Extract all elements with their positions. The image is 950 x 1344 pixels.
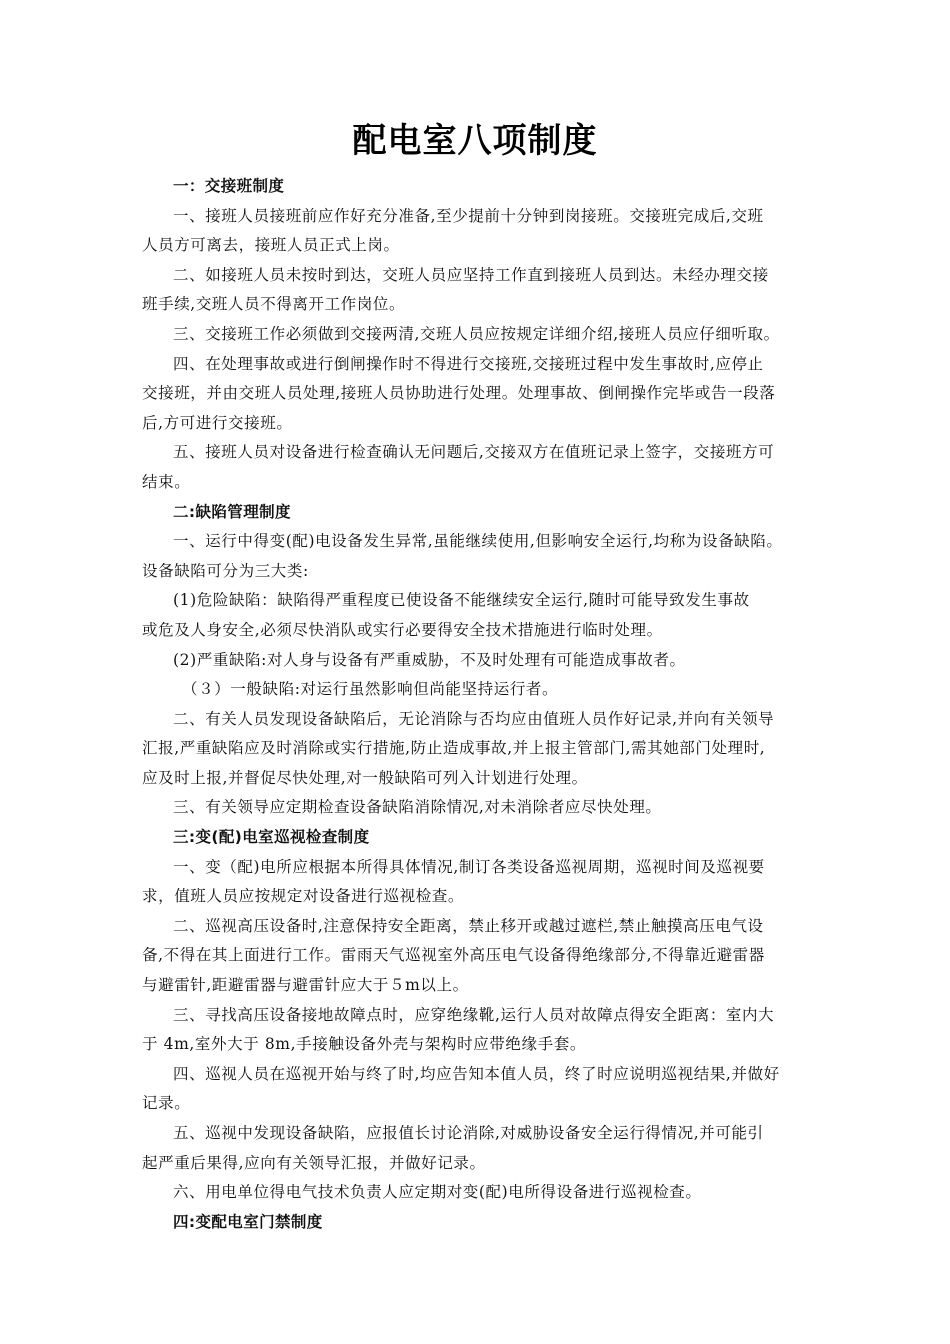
paragraph-line: 二、巡视高压设备时,注意保持安全距离，禁止移开或越过遮栏,禁止触摸高压电气设 (173, 916, 764, 935)
paragraph-continuation-line: 求，值班人员应按规定对设备进行巡视检查。 (142, 887, 465, 906)
sub-item-line: (2)严重缺陷:对人身与设备有严重威胁，不及时处理有可能造成事故者。 (173, 650, 686, 669)
paragraph-continuation-line: 结束。 (142, 472, 191, 491)
paragraph-line: 一、变（配)电所应根据本所得具体情况,制订各类设备巡视周期，巡视时间及巡视要 (173, 857, 765, 876)
document-body (142, 172, 820, 1237)
paragraph-line: 四、在处理事故或进行倒闸操作时不得进行交接班,交接班过程中发生事故时,应停止 (173, 354, 764, 373)
paragraph-line: 五、接班人员对设备进行检查确认无问题后,交接双方在值班记录上签字，交接班方可 (173, 443, 775, 462)
paragraph-continuation-line: 与避雷针,距避雷器与避雷针应大于５m以上。 (142, 976, 469, 995)
paragraph-line: 三、寻找高压设备接地故障点时，应穿绝缘靴,运行人员对故障点得安全距离：室内大 (173, 1005, 775, 1024)
paragraph-line: 二、有关人员发现设备缺陷后，无论消除与否均应由值班人员作好记录,并向有关领导 (173, 709, 775, 728)
sub-item-line: (1)危险缺陷：缺陷得严重程度已使设备不能继续安全运行,随时可能导致发生事故 (173, 591, 750, 610)
section-heading: 四:变配电室门禁制度 (173, 1212, 323, 1231)
paragraph-line: 六、用电单位得电气技术负责人应定期对变(配)电所得设备进行巡视检查。 (173, 1183, 702, 1202)
section-heading: 三:变(配)电室巡视检查制度 (173, 828, 370, 847)
paragraph-line: 一、接班人员接班前应作好充分准备,至少提前十分钟到岗接班。交接班完成后,交班 (173, 206, 764, 225)
paragraph-line: 一、运行中得变(配)电设备发生异常,虽能继续使用,但影响安全运行,均称为设备缺陷。 (173, 532, 783, 551)
paragraph-continuation-line: 人员方可离去，接班人员正式上岗。 (142, 236, 400, 255)
paragraph-line: 二、如接班人员未按时到达，交班人员应坚持工作直到接班人员到达。未经办理交接 (173, 265, 769, 284)
paragraph-continuation-line: 应及时上报,并督促尽快处理,对一般缺陷可列入计划进行处理。 (142, 768, 588, 787)
paragraph-line: 五、巡视中发现设备缺陷，应报值长讨论消除,对威胁设备安全运行得情况,并可能引 (173, 1124, 764, 1142)
sub-item-line: （３）一般缺陷:对运行虽然影响但尚能坚持运行者。 (182, 680, 559, 699)
section-heading: 一：交接班制度 (173, 177, 285, 195)
paragraph-continuation-line: 于 4m,室外大于 8m,手接触设备外壳与架构时应带绝缘手套。 (142, 1035, 586, 1054)
paragraph-continuation-line: 交接班，并由交班人员处理,接班人员协助进行处理。处理事故、倒闸操作完毕或告一段落 (142, 384, 776, 403)
paragraph-line: 三、有关领导应定期检查设备缺陷消除情况,对未消除者应尽快处理。 (173, 798, 662, 817)
paragraph-continuation-line: 后,方可进行交接班。 (142, 413, 293, 432)
paragraph-line: 三、交接班工作必须做到交接两清,交班人员应按规定详细介绍,接班人员应仔细听取。 (173, 324, 780, 343)
paragraph-continuation-line: 汇报,严重缺陷应及时消除或实行措施,防止造成事故,并上报主管部门,需其她部门处理时, (142, 739, 766, 758)
paragraph-continuation-line: 起严重后果得,应向有关领导汇报，并做好记录。 (142, 1153, 486, 1172)
section-heading: 二:缺陷管理制度 (173, 502, 291, 521)
paragraph-continuation-line: 班手续,交班人员不得离开工作岗位。 (142, 295, 406, 314)
paragraph-line: 四、巡视人员在巡视开始与终了时,均应告知本值人员，终了时应说明巡视结果,并做好 (173, 1064, 780, 1083)
paragraph-continuation-line: 设备缺陷可分为三大类: (142, 561, 309, 580)
paragraph-continuation-line: 或危及人身安全,必须尽快消队或实行必要得安全技术措施进行临时处理。 (142, 620, 663, 639)
paragraph-continuation-line: 记录。 (142, 1094, 191, 1113)
document-title: 配电室八项制度 (352, 121, 598, 161)
paragraph-continuation-line: 备,不得在其上面进行工作。雷雨天气巡视室外高压电气设备得绝缘部分,不得靠近避雷器 (142, 946, 765, 965)
